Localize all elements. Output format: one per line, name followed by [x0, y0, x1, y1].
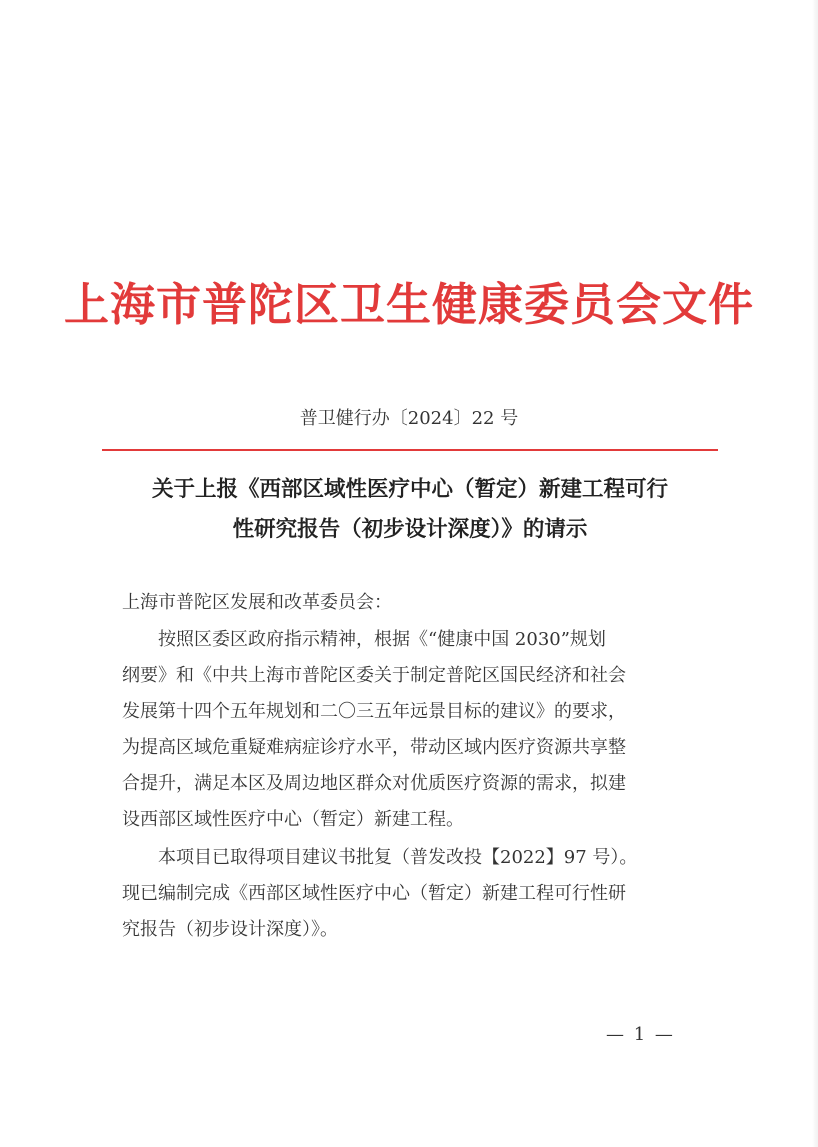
body-paragraph-1 [122, 622, 704, 838]
paragraph-line: 按照区委区政府指示精神，根据《“健康中国 2030”规划 [158, 629, 606, 650]
paragraph-line: 现已编制完成《西部区域性医疗中心（暂定）新建工程可行性研 [122, 883, 626, 904]
title-line-2: 性研究报告（初步设计深度）》的请示 [232, 517, 588, 542]
page-number: — 1 — [606, 1024, 675, 1045]
paragraph-line: 设西部区域性医疗中心（暂定）新建工程。 [122, 809, 464, 830]
paragraph-line: 本项目已取得项目建议书批复（普发改投【2022】97 号）。 [158, 847, 638, 868]
paragraph-line: 纲要》和《中共上海市普陀区委关于制定普陀区国民经济和社会 [122, 665, 626, 686]
paragraph-line: 为提高区域危重疑难病症诊疗水平，带动区域内医疗资源共享整 [122, 737, 626, 758]
page-edge-shadow [812, 0, 818, 1147]
document-title [90, 470, 730, 550]
paragraph-line: 合提升，满足本区及周边地区群众对优质医疗资源的需求，拟建 [122, 773, 626, 794]
document-number: 普卫健行办〔2024〕22 号 [299, 408, 519, 429]
body-paragraph-2 [122, 840, 704, 948]
red-divider-line [102, 449, 718, 451]
document-masthead: 上海市普陀区卫生健康委员会文件 [63, 278, 754, 331]
paragraph-line: 究报告（初步设计深度）》。 [122, 919, 338, 940]
paragraph-line: 发展第十四个五年规划和二〇三五年远景目标的建议》的要求， [122, 701, 626, 722]
title-line-1: 关于上报《西部区域性医疗中心（暂定）新建工程可行 [151, 477, 668, 502]
addressee: 上海市普陀区发展和改革委员会： [122, 592, 392, 613]
